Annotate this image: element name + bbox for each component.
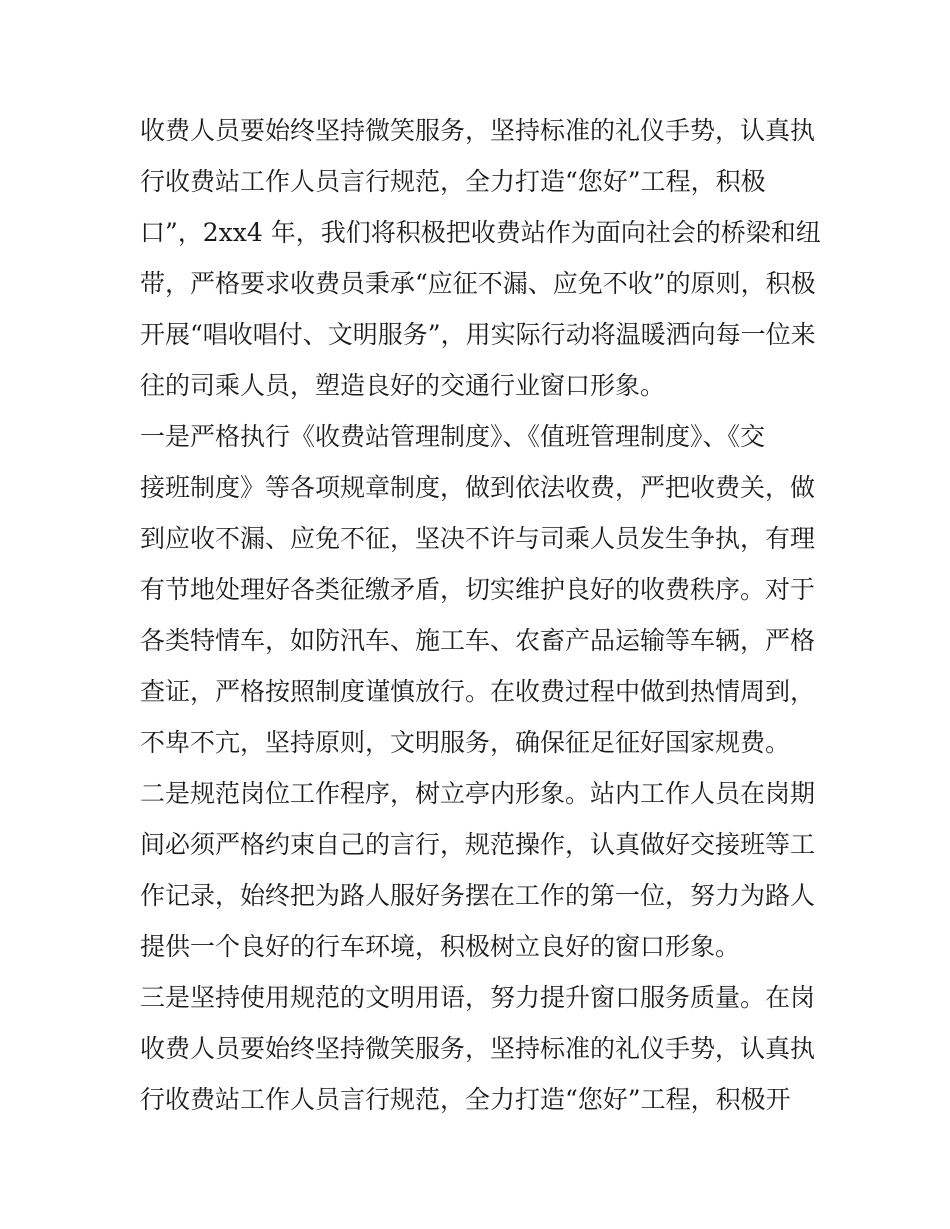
text-line: 提供一个良好的行车环境，积极树立良好的窗口形象。: [140, 932, 741, 961]
text-line: 二是规范岗位工作程序，树立亭内形象。站内工作人员在岗期: [140, 779, 816, 808]
text-line: 三是坚持使用规范的文明用语，努力提升窗口服务质量。在岗: [140, 983, 816, 1012]
text-line: 查证，严格按照制度谨慎放行。在收费过程中做到热情周到，: [140, 677, 816, 706]
text-line: 一是严格执行《收费站管理制度》、《值班管理制度》、《交: [140, 422, 766, 451]
text-line: 接班制度》等各项规章制度，做到依法收费，严把收费关，做: [140, 473, 816, 502]
text-line: 收费人员要始终坚持微笑服务，坚持标准的礼仪手势，认真执: [140, 116, 816, 145]
text-line: 行收费站工作人员言行规范，全力打造“您好”工程，积极开: [140, 1085, 791, 1114]
text-line: 有节地处理好各类征缴矛盾，切实维护良好的收费秩序。对于: [140, 575, 816, 604]
text-line: 各类特情车，如防汛车、施工车、农畜产品运输等车辆，严格: [140, 626, 816, 655]
document-body: [140, 105, 830, 1125]
text-line: 到应收不漏、应免不征，坚决不许与司乘人员发生争执，有理: [140, 524, 816, 553]
text-line: 间必须严格约束自己的言行，规范操作，认真做好交接班等工: [140, 830, 816, 859]
text-line: 行收费站工作人员言行规范，全力打造“您好”工程，积极: [140, 167, 766, 196]
text-line: 不卑不亢，坚持原则，文明服务，确保征足征好国家规费。: [140, 728, 791, 757]
text-line: 往的司乘人员，塑造良好的交通行业窗口形象。: [140, 371, 666, 400]
text-line: 带，严格要求收费员秉承“应征不漏、应免不收”的原则，积极: [140, 269, 816, 298]
text-line: 收费人员要始终坚持微笑服务，坚持标准的礼仪手势，认真执: [140, 1034, 816, 1063]
text-line: 开展“唱收唱付、文明服务”，用实际行动将温暖洒向每一位来: [140, 320, 816, 349]
text-line: 口”，2xx4 年，我们将积极把收费站作为面向社会的桥梁和纽: [140, 218, 821, 247]
text-line: 作记录，始终把为路人服好务摆在工作的第一位，努力为路人: [140, 881, 816, 910]
